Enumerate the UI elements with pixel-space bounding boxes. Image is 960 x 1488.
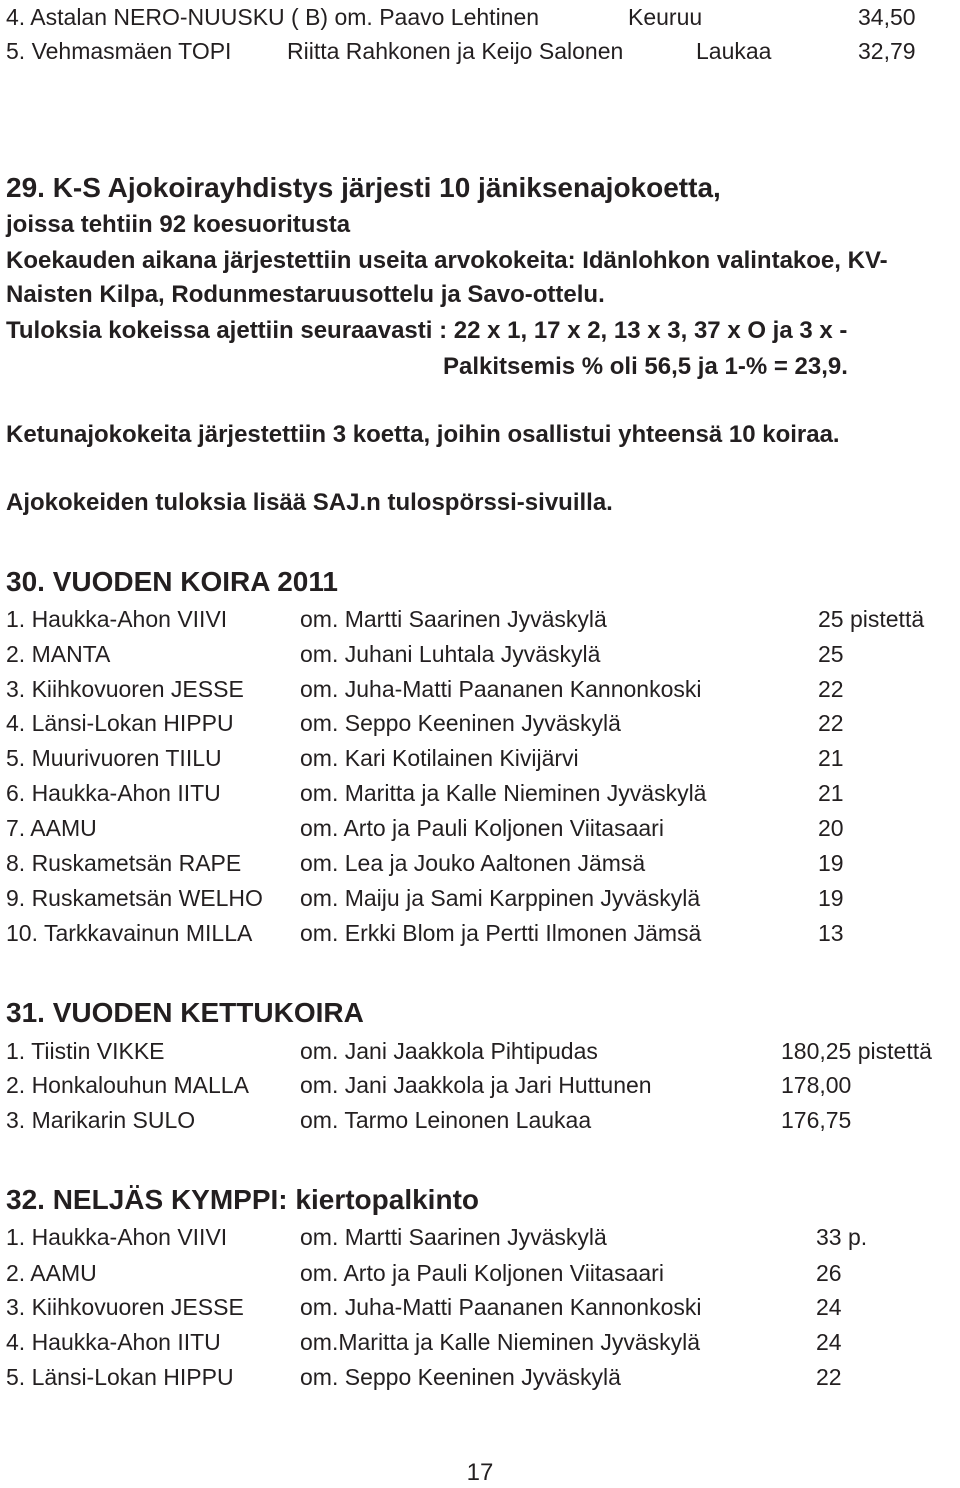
top-result-name: 4. Astalan NERO-NUUSKU ( B) om. Paavo Lehtinen: [6, 4, 540, 30]
points: 25 pistettä: [818, 606, 925, 632]
section-29-heading: 29. K-S Ajokoirayhdistys järjesti 10 jäniksenajokoetta,: [6, 172, 721, 203]
owner-info: om. Arto ja Pauli Koljonen Viitasaari: [300, 815, 664, 841]
section-29-line: Ketunajokokeita järjestettiin 3 koetta, joihin osallistui yhteensä 10 koiraa.: [6, 421, 840, 448]
top-result-score: 34,50: [858, 4, 916, 30]
table-row: [0, 881, 960, 915]
dog-name: 5. Länsi-Lokan HIPPU: [6, 1364, 234, 1390]
table-row: [0, 1220, 960, 1254]
section-30-heading: 30. VUODEN KOIRA 2011: [6, 566, 338, 597]
dog-name: 9. Ruskametsän WELHO: [6, 885, 263, 911]
page-number: 17: [466, 1459, 494, 1486]
owner-info: om. Erkki Blom ja Pertti Ilmonen Jämsä: [300, 920, 702, 946]
owner-info: om. Lea ja Jouko Aaltonen Jämsä: [300, 850, 646, 876]
points: 22: [816, 1364, 842, 1390]
owner-info: om. Arto ja Pauli Koljonen Viitasaari: [300, 1260, 664, 1286]
table-row: [0, 846, 960, 880]
points: 22: [818, 710, 844, 736]
dog-name: 3. Kiihkovuoren JESSE: [6, 676, 244, 702]
dog-name: 1. Tiistin VIKKE: [6, 1038, 165, 1064]
table-row: [0, 776, 960, 810]
points: 180,25 pistettä: [781, 1038, 932, 1064]
points: 19: [818, 885, 844, 911]
top-result-place: Keuruu: [628, 4, 703, 30]
top-result-name: 5. Vehmasmäen TOPI: [6, 38, 232, 64]
table-row: [0, 811, 960, 845]
section-31-heading: 31. VUODEN KETTUKOIRA: [6, 997, 364, 1028]
points: 13: [818, 920, 844, 946]
points: 178,00: [781, 1072, 852, 1098]
points: 24: [816, 1329, 842, 1355]
points: 26: [816, 1260, 842, 1286]
table-row: [0, 1360, 960, 1394]
section-29-line: joissa tehtiin 92 koesuoritusta: [6, 211, 351, 238]
table-row: [0, 916, 960, 950]
points: 176,75: [781, 1107, 852, 1133]
dog-name: 2. AAMU: [6, 1260, 97, 1286]
dog-name: 1. Haukka-Ahon VIIVI: [6, 606, 228, 632]
points: 24: [816, 1294, 842, 1320]
points: 33 p.: [816, 1224, 868, 1250]
section-29-line: Naisten Kilpa, Rodunmestaruusottelu ja Savo-ottelu.: [6, 281, 605, 308]
dog-name: 7. AAMU: [6, 815, 97, 841]
owner-info: om. Maritta ja Kalle Nieminen Jyväskylä: [300, 780, 707, 806]
owner-info: om. Juha-Matti Paananen Kannonkoski: [300, 1294, 702, 1320]
table-row: [0, 672, 960, 706]
table-row: [0, 1325, 960, 1359]
dog-name: 5. Muurivuoren TIILU: [6, 745, 222, 771]
section-29-line: Tuloksia kokeissa ajettiin seuraavasti : 22 x 1, 17 x 2, 13 x 3, 37 x O ja 3 x -: [6, 317, 848, 344]
dog-name: 1. Haukka-Ahon VIIVI: [6, 1224, 228, 1250]
table-row: [0, 741, 960, 775]
top-result-score: 32,79: [858, 38, 916, 64]
points: 21: [818, 780, 844, 806]
dog-name: 2. Honkalouhun MALLA: [6, 1072, 249, 1098]
owner-info: om. Martti Saarinen Jyväskylä: [300, 1224, 607, 1250]
table-row: [0, 1256, 960, 1290]
owner-info: om. Juha-Matti Paananen Kannonkoski: [300, 676, 702, 702]
table-row: [0, 1034, 960, 1068]
top-result-place: Laukaa: [696, 38, 772, 64]
points: 20: [818, 815, 844, 841]
section-29-line: Koekauden aikana järjestettiin useita arvokokeita: Idänlohkon valintakoe, KV-: [6, 247, 888, 274]
section-32-heading: 32. NELJÄS KYMPPI: kiertopalkinto: [6, 1184, 479, 1215]
dog-name: 3. Marikarin SULO: [6, 1107, 196, 1133]
owner-info: om. Martti Saarinen Jyväskylä: [300, 606, 607, 632]
owner-info: om. Kari Kotilainen Kivijärvi: [300, 745, 579, 771]
dog-name: 3. Kiihkovuoren JESSE: [6, 1294, 244, 1320]
dog-name: 8. Ruskametsän RAPE: [6, 850, 242, 876]
points: 19: [818, 850, 844, 876]
dog-name: 6. Haukka-Ahon IITU: [6, 780, 221, 806]
dog-name: 2. MANTA: [6, 641, 111, 667]
dog-name: 10. Tarkkavainun MILLA: [6, 920, 253, 946]
points: 21: [818, 745, 844, 771]
table-row: [0, 602, 960, 636]
owner-info: om. Jani Jaakkola ja Jari Huttunen: [300, 1072, 652, 1098]
table-row: [0, 637, 960, 671]
table-row: [0, 1290, 960, 1324]
owner-info: om. Maiju ja Sami Karppinen Jyväskylä: [300, 885, 701, 911]
owner-info: om. Jani Jaakkola Pihtipudas: [300, 1038, 598, 1064]
owner-info: om. Tarmo Leinonen Laukaa: [300, 1107, 592, 1133]
table-row: [0, 1068, 960, 1102]
dog-name: 4. Länsi-Lokan HIPPU: [6, 710, 234, 736]
owner-info: om. Seppo Keeninen Jyväskylä: [300, 710, 621, 736]
table-row: [0, 706, 960, 740]
section-29-line: Ajokokeiden tuloksia lisää SAJ.n tulospörssi-sivuilla.: [6, 489, 613, 516]
table-row: [0, 1103, 960, 1137]
dog-name: 4. Haukka-Ahon IITU: [6, 1329, 221, 1355]
owner-info: om. Juhani Luhtala Jyväskylä: [300, 641, 601, 667]
owner-info: om.Maritta ja Kalle Nieminen Jyväskylä: [300, 1329, 701, 1355]
points: 22: [818, 676, 844, 702]
section-29-line: Palkitsemis % oli 56,5 ja 1-% = 23,9.: [443, 353, 848, 380]
top-result-owner: Riitta Rahkonen ja Keijo Salonen: [287, 38, 624, 64]
points: 25: [818, 641, 844, 667]
owner-info: om. Seppo Keeninen Jyväskylä: [300, 1364, 621, 1390]
